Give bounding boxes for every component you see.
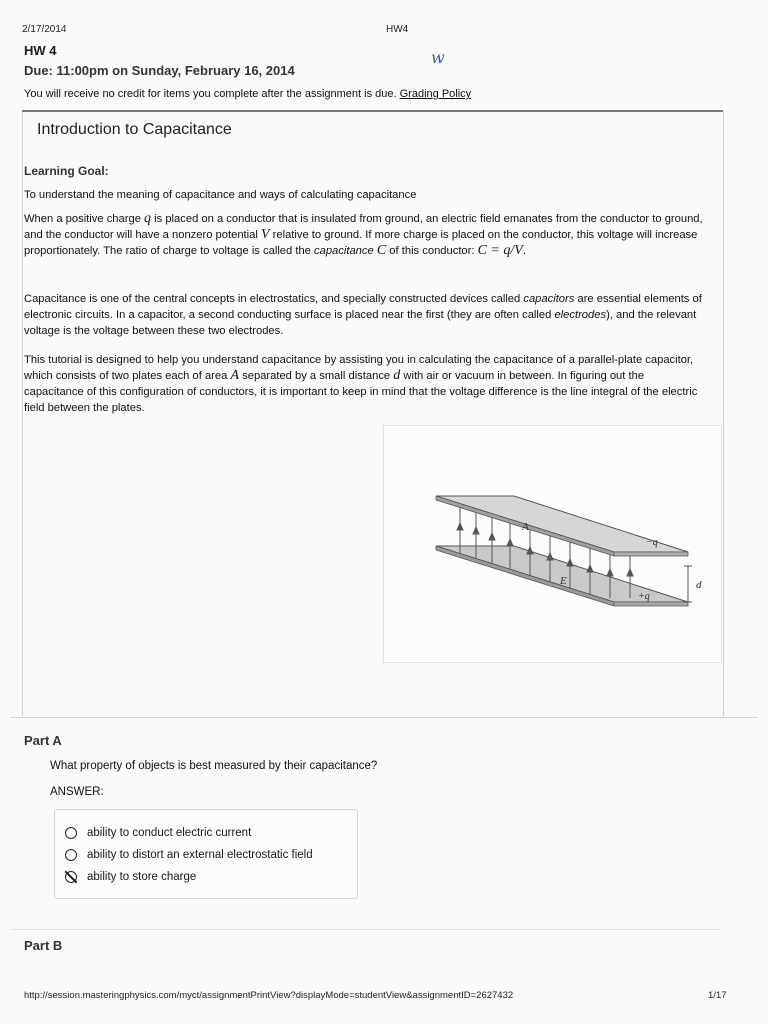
paragraph-3: This tutorial is designed to help you understand capacitance by assisting you in calculating the capacitance of a parallel-plate capacitor, which consists of two plates each of area A separated by a small distance d with air or vacuum in between. In figuring out the capacitance of this configuration of conductors, it is important to keep in mind that the voltage difference is the line integral of the electric field between the plates. <box>24 354 698 414</box>
paragraph-2: Capacitance is one of the central concepts in electrostatics, and specially constructed devices called capacitors are essential elements of electronic circuits. In a capacitor, a second conducting surface is placed near the first (they are often called electrodes), and the relevant voltage is the voltage between these two electrodes. <box>24 293 702 337</box>
option-conduct-current[interactable]: ability to conduct electric current <box>65 822 313 844</box>
radio-checked-icon[interactable] <box>65 871 77 883</box>
section-divider <box>10 717 758 718</box>
footer-url: http://session.masteringphysics.com/myct/assignmentPrintView?displayMode=studentView&assignmentID=2627432 <box>24 990 514 1001</box>
radio-icon[interactable] <box>65 827 77 839</box>
grading-policy-link[interactable]: Grading Policy <box>399 88 472 100</box>
late-notice-text: You will receive no credit for items you complete after the assignment is due. <box>24 88 397 100</box>
distance-label: d <box>696 579 702 591</box>
answer-box <box>54 809 358 899</box>
capacitance-formula: C = q/V <box>477 243 523 258</box>
positive-charge-label: +q <box>638 591 650 602</box>
late-notice <box>24 88 471 100</box>
part-a-question: What property of objects is best measured by their capacitance? <box>50 760 378 772</box>
due-date: Due: 11:00pm on Sunday, February 16, 2014 <box>24 63 295 78</box>
part-b-label: Part B <box>24 938 63 953</box>
capacitor-figure <box>383 425 722 663</box>
option-store-charge[interactable]: ability to store charge <box>65 866 313 888</box>
answer-label: ANSWER: <box>50 786 104 798</box>
area-label: A <box>522 521 529 533</box>
part-divider <box>10 929 720 930</box>
print-date: 2/17/2014 <box>22 24 67 35</box>
footer-page-number: 1/17 <box>708 990 727 1001</box>
handwritten-mark: w <box>431 48 445 67</box>
print-title: HW4 <box>386 24 409 35</box>
paragraph-1: When a positive charge q is placed on a conductor that is insulated from ground, an electric field emanates from the conductor to ground, and the conductor will have a nonzero potential V relative to ground. If more charge is placed on the conductor, this voltage will increase proportionately. The ratio of charge to voltage is called the capacitance C of this conductor: C = q/V. <box>24 211 703 258</box>
learning-goal-label: Learning Goal: <box>24 164 109 178</box>
parallel-plate-capacitor-diagram <box>384 426 721 662</box>
section-title: Introduction to Capacitance <box>37 121 232 138</box>
option-distort-field[interactable]: ability to distort an external electrostatic field <box>65 844 313 866</box>
radio-icon[interactable] <box>65 849 77 861</box>
learning-goal-text: To understand the meaning of capacitance and ways of calculating capacitance <box>24 189 417 201</box>
field-label: E <box>560 575 567 587</box>
part-a-label: Part A <box>24 733 62 748</box>
negative-charge-label: −q <box>646 537 658 548</box>
assignment-title: HW 4 <box>24 43 57 58</box>
